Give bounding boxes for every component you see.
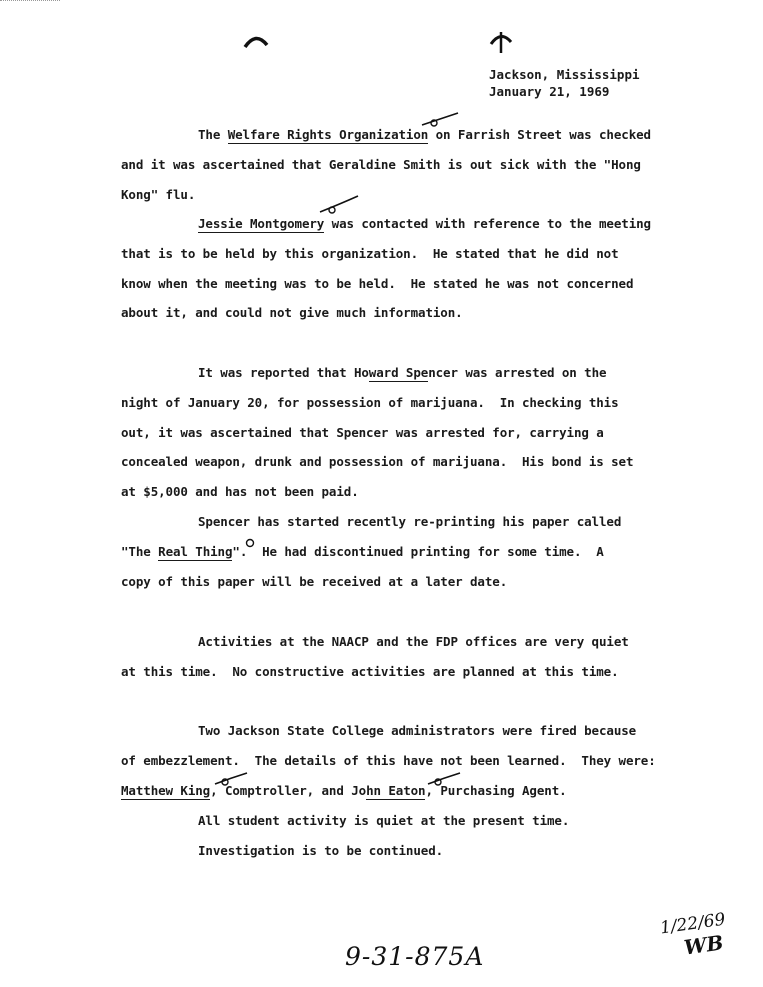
p2-line-1: Jessie Montgomery was contacted with reference to the meeting — [198, 216, 651, 231]
p6-line-2: of embezzlement. The details of this have not been learned. They were: — [121, 753, 656, 768]
handwritten-check-mark — [420, 111, 460, 133]
dateline-city: Jackson, Mississippi — [489, 67, 640, 82]
underlined-organization: Welfare Rights Organization — [227, 127, 429, 142]
p2-line-3: know when the meeting was to be held. He stated he was not concerned — [121, 276, 634, 291]
p6-line-3: Matthew King, Comptroller, and John Eaton, Purchasing Agent. — [121, 783, 567, 798]
p4-line-3: copy of this paper will be received at a later date. — [121, 574, 508, 589]
p4-line-2: "The Real Thing". He had discontinued printing for some time. A — [121, 544, 604, 559]
handwritten-check-mark — [318, 194, 360, 220]
p1-line-3: Kong" flu. — [121, 187, 196, 202]
p7-line-1: All student activity is quiet at the present time. — [198, 813, 570, 828]
handwritten-file-number: 9-31-875A — [345, 942, 485, 971]
p3-line-5: at $5,000 and has not been paid. — [121, 484, 359, 499]
underlined-name: ward Spe — [368, 365, 429, 380]
p7-line-2: Investigation is to be continued. — [198, 843, 444, 858]
hole-punch-mark-right — [489, 28, 513, 54]
handwritten-check-mark — [426, 771, 462, 791]
underlined-name: hn Eaton — [366, 783, 426, 798]
dateline-date: January 21, 1969 — [489, 84, 610, 99]
handwritten-initials: WB — [682, 930, 725, 960]
underlined-name: Matthew King — [121, 783, 211, 798]
p1-line-2: and it was ascertained that Geraldine Smith is out sick with the "Hong — [121, 157, 641, 172]
handwritten-check-mark — [244, 536, 256, 555]
p3-line-1: It was reported that Howard Spencer was arrested on the — [198, 365, 607, 380]
underlined-name: Jessie Montgomery — [198, 216, 325, 231]
p4-line-1: Spencer has started recently re-printing his paper called — [198, 514, 622, 529]
p2-line-4: about it, and could not give much information. — [121, 305, 463, 320]
p1-line-1: The Welfare Rights Organization on Farrish Street was checked — [198, 127, 651, 142]
scan-edge-marks — [0, 0, 60, 1]
underlined-title: Real Thing — [158, 544, 233, 559]
p5-line-1: Activities at the NAACP and the FDP offices are very quiet — [198, 634, 629, 649]
hole-punch-mark-left — [243, 34, 269, 48]
dateline — [489, 66, 640, 100]
p3-line-3: out, it was ascertained that Spencer was arrested for, carrying a — [121, 425, 604, 440]
handwritten-check-mark — [213, 771, 249, 791]
p6-line-1: Two Jackson State College administrators were fired because — [198, 723, 637, 738]
p2-line-2: that is to be held by this organization. He stated that he did not — [121, 246, 619, 261]
p5-line-2: at this time. No constructive activities are planned at this time. — [121, 664, 619, 679]
handwritten-review-date: 1/22/69 — [658, 909, 727, 939]
p3-line-2: night of January 20, for possession of marijuana. In checking this — [121, 395, 619, 410]
p3-line-4: concealed weapon, drunk and possession of marijuana. His bond is set — [121, 454, 634, 469]
